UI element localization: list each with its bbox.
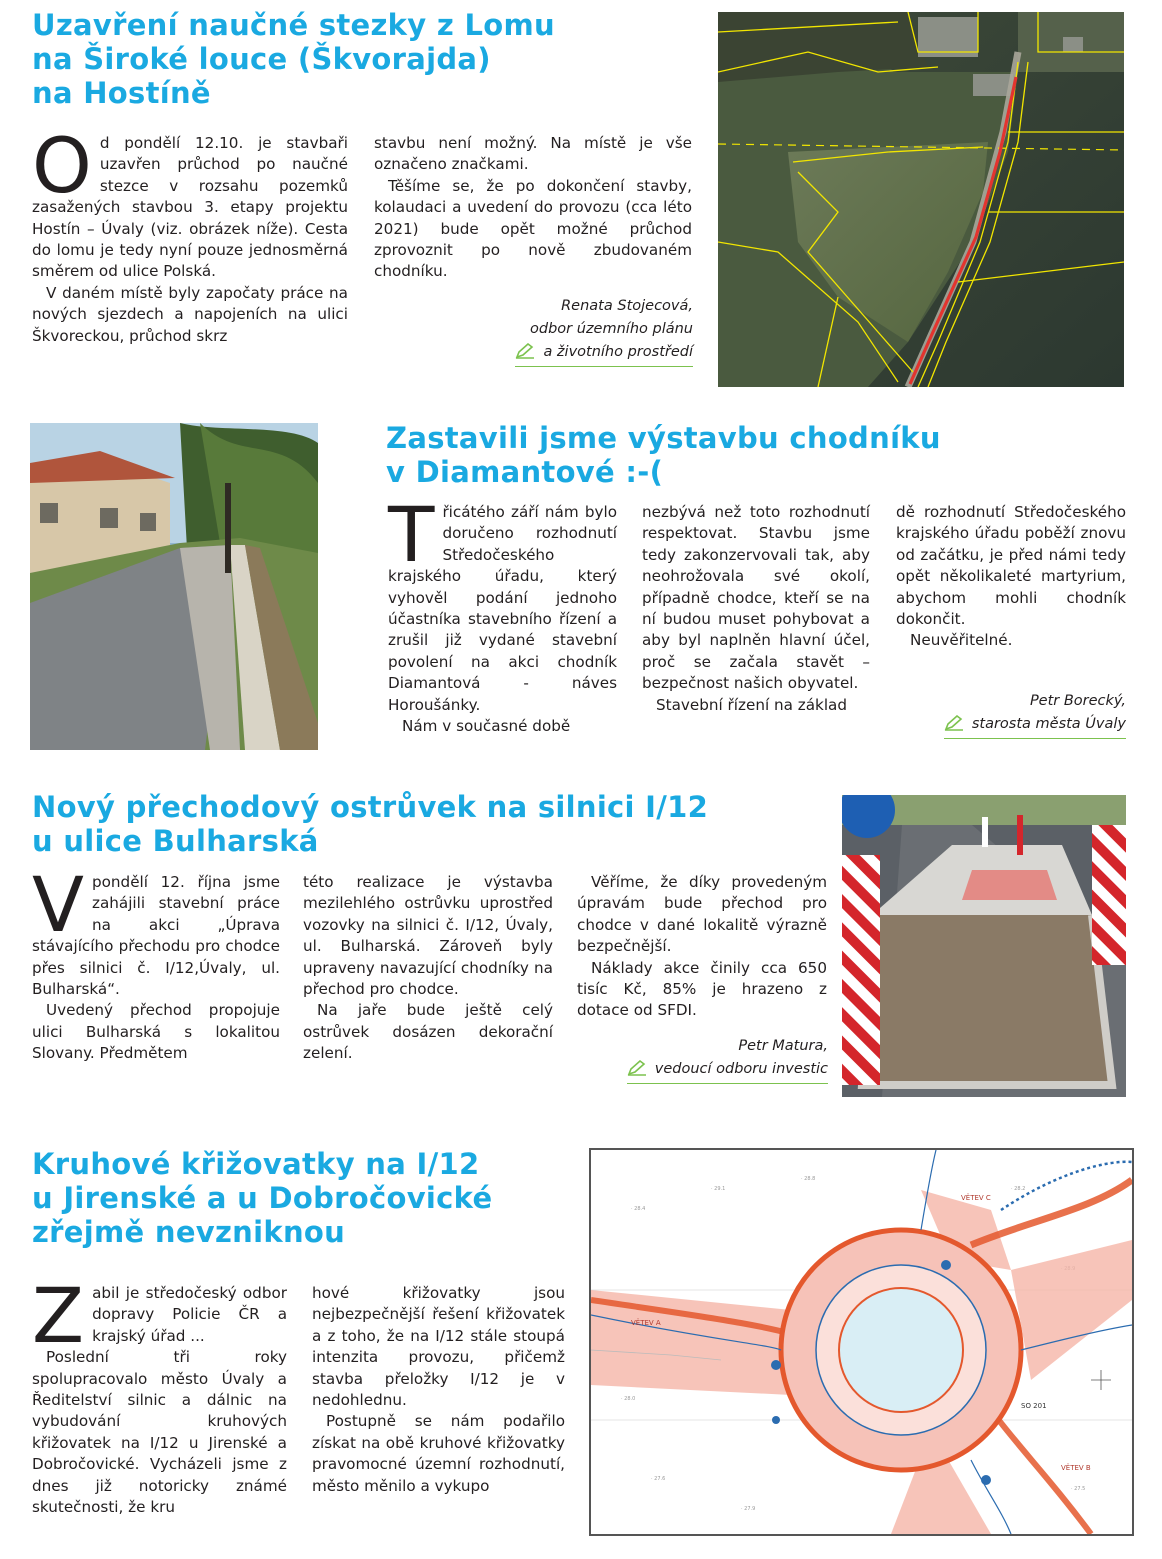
paragraph: abil je středočeský odbor dopravy Policie ČR a krajský úřad ...: [92, 1284, 287, 1345]
paragraph: pondělí 12. října jsme zahájili stavební práce na akci „Úprava stávajícího přechodu pro chodce přes silnici č. I/12,Úvaly, ul. Bulharská“.: [32, 873, 280, 999]
svg-text:· 28.8: · 28.8: [801, 1176, 816, 1182]
author-name: Petr Borecký,: [1029, 693, 1126, 709]
headline-line: na Široké louce (Škvorajda): [32, 42, 491, 76]
author-name: Petr Matura,: [738, 1038, 828, 1054]
pencil-icon: [515, 343, 535, 359]
paragraph: V daném místě byly započaty práce na nových sjezdech a napojeních na ulici Škvoreckou, průchod skrz: [32, 283, 348, 345]
svg-text:· 27.6: · 27.6: [651, 1476, 666, 1482]
roundabout-drawing: [591, 1150, 1132, 1534]
paragraph: dě rozhodnutí Středočeského krajského úřadu poběží znovu od začátku, je před námi tedy opět několikaleté martyrium, abychom mohli chodník dokončit.: [896, 503, 1126, 629]
cadastral-map-image: [718, 12, 1124, 387]
article-1-headline: [32, 8, 555, 110]
article-1-column-2: [374, 133, 692, 283]
paragraph: hové křižovatky jsou nejbezpečnější řešení křižovatek a z toho, že na I/12 stále stoupá intenzita provozu, přičemž stavba přeložky I/12 je v nedohlednu.: [312, 1284, 565, 1410]
dropcap: Z: [32, 1271, 85, 1360]
paragraph: této realizace je výstavba mezilehlého ostrůvku uprostřed vozovky na silnici č. I/12, Úvaly, ul. Bulharská. Zároveň byly upraveny navazující chodníky na přechod pro chodce.: [303, 873, 553, 999]
traffic-island-photo: [842, 795, 1126, 1097]
svg-text:· 28.2: · 28.2: [1011, 1186, 1026, 1192]
headline-line: Kruhové křižovatky na I/12: [32, 1147, 480, 1181]
paragraph: Náklady akce činily cca 650 tisíc Kč, 85% je hrazeno z dotace od SFDI.: [577, 958, 827, 1020]
paragraph: Nám v současné době: [402, 717, 571, 736]
dropcap: V: [32, 860, 84, 949]
article-3-signature: [627, 1035, 828, 1084]
branch-c-label: VĚTEV C: [961, 1194, 991, 1202]
article-3-column-3: [577, 872, 827, 1022]
article-4-headline: [32, 1147, 492, 1249]
pencil-icon: [944, 715, 964, 731]
svg-text:· 27.9: · 27.9: [741, 1506, 756, 1512]
island-photo: [842, 795, 1126, 1097]
author-role: starosta města Úvaly: [944, 713, 1126, 739]
headline-line: Uzavření naučné stezky z Lomu: [32, 8, 555, 42]
paragraph: d pondělí 12.10. je stavbaři uzavřen průchod po naučné stezce v rozsahu pozemků zasažených stavbou 3. etapy projektu Hostín – Úvaly (viz. obrázek níže). Cesta do lomu je tedy nyní pouze jednosměrná směrem od ulice Polská.: [32, 134, 348, 281]
headline-line: u ulice Bulharská: [32, 824, 319, 858]
paragraph: nezbývá než toto rozhodnutí respektovat. Stavbu jsme tedy zakonzervovali tak, aby neohrožovala své okolí, případně chodce, kteří se na ní budou muset pohybovat a aby byl naplněn hlavní účel, proč se začala stavět – bezpečnost našich obyvatel.: [642, 503, 870, 693]
paragraph: stavbu není možný. Na místě je vše označeno značkami.: [374, 134, 692, 174]
headline-line: Nový přechodový ostrůvek na silnici I/12: [32, 790, 709, 824]
article-1-signature: [515, 295, 693, 367]
headline-line: na Hostíně: [32, 76, 211, 110]
branch-a-label: VĚTEV A: [631, 1319, 661, 1327]
pencil-icon: [627, 1060, 647, 1076]
article-2-signature: [944, 690, 1126, 739]
article-2-column-2: [642, 502, 870, 716]
headline-line: zřejmě nevzniknou: [32, 1215, 346, 1249]
headline-line: u Jirenské a u Dobročovické: [32, 1181, 493, 1215]
paragraph: Postupně se nám podařilo získat na obě kruhové křižovatky pravomocné územní rozhodnutí, město měnilo a vykupo: [312, 1412, 565, 1495]
article-3-headline: [32, 790, 708, 858]
svg-text:· 28.4: · 28.4: [631, 1206, 646, 1212]
article-3-column-2: [303, 872, 553, 1065]
author-role: odbor územního plánu: [530, 321, 693, 337]
paragraph: Uvedený přechod propojuje ulici Bulharská s lokalitou Slovany. Předmětem: [32, 1001, 280, 1063]
article-4-column-1: [32, 1271, 287, 1518]
paragraph: Stavební řízení na základ: [656, 695, 848, 714]
article-2-headline: [386, 421, 941, 489]
so-label: SO 201: [1021, 1402, 1047, 1410]
svg-text:· 28.0: · 28.0: [621, 1396, 636, 1402]
paragraph: Na jaře bude ještě celý ostrůvek dosázen dekorační zelení.: [303, 1001, 553, 1063]
headline-line: Zastavili jsme výstavbu chodníku: [386, 421, 941, 455]
branch-b-label: VĚTEV B: [1061, 1464, 1091, 1472]
paragraph: řicátého září nám bylo doručeno rozhodnutí Středočeského krajského úřadu, který vyhověl podání jednoho účastníka stavebního řízení a zrušil již vydané stavební povolení na akci chodník Diamantová - náves Horoušánky.: [388, 503, 617, 714]
paragraph: Těšíme se, že po dokončení stavby, kolaudaci a uvedení do provozu (cca léto 2021) bude opět možné průchod zprovoznit po nově zbudovaném chodníku.: [374, 176, 692, 281]
dropcap: T: [388, 490, 435, 579]
author-role: a životního prostředí: [515, 341, 693, 367]
aerial-parcel-map: [718, 12, 1124, 387]
article-3-column-1: [32, 860, 280, 1065]
article-4-column-2: [312, 1283, 565, 1497]
svg-text:· 27.5: · 27.5: [1071, 1486, 1086, 1492]
svg-text:· 29.1: · 29.1: [711, 1186, 726, 1192]
paragraph: Neuvěřitelné.: [910, 631, 1013, 650]
headline-line: v Diamantové :-(: [386, 455, 664, 489]
roundabout-plan-image: [589, 1148, 1134, 1536]
paragraph: Poslední tři roky spolupracovalo město Úvaly a Ředitelství silnic a dálnic na vybudování kruhových křižovatek na I/12 u Jirenské a Dobročovické. Vycházeli jsme z dnes již notoricky známé skutečnosti, že kru: [32, 1348, 287, 1517]
article-1-column-1: [32, 121, 348, 347]
author-role: vedoucí odboru investic: [627, 1058, 828, 1084]
dropcap: O: [32, 121, 92, 210]
article-2-column-1: [388, 490, 617, 737]
article-2-column-3: [896, 502, 1126, 652]
paragraph: Věříme, že díky provedeným úpravám bude přechod pro chodce v dané lokalitě výrazně bezpečnější.: [577, 873, 827, 956]
sidewalk-construction-photo: [30, 423, 318, 750]
author-name: Renata Stojecová,: [561, 298, 693, 314]
street-photo: [30, 423, 318, 750]
